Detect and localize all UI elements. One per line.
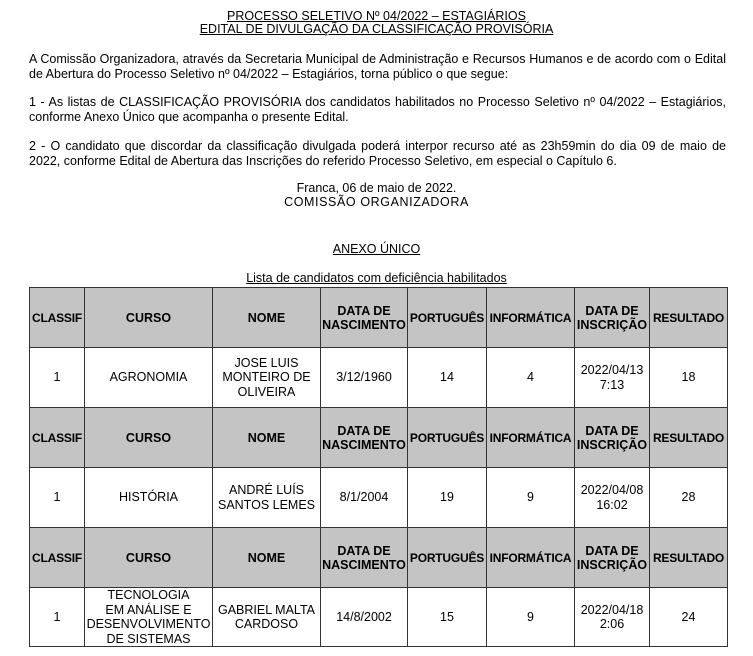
- signature: COMISSÃO ORGANIZADORA: [284, 195, 469, 209]
- header-data-nascimento-text: DATA DE: [337, 423, 391, 438]
- cell-data-inscricao-text: 16:02: [596, 497, 628, 512]
- cell-informatica: [487, 588, 575, 647]
- cell-curso-text: TECNOLOGIA: [107, 588, 190, 602]
- table-body: [30, 288, 728, 647]
- header-classif: [30, 528, 85, 588]
- header-classif-text: CLASSIF: [32, 310, 82, 325]
- candidates-table: [29, 287, 728, 647]
- table-header-row: [30, 528, 728, 588]
- header-portugues-text: PORTUGUÊS: [409, 430, 485, 445]
- header-nome-text: NOME: [247, 310, 286, 325]
- cell-informatica: [487, 348, 575, 408]
- cell-data-nascimento: [321, 588, 408, 647]
- cell-nome: [213, 468, 321, 528]
- cell-nome-text: GABRIEL MALTA: [217, 602, 315, 617]
- table-row: [30, 468, 728, 528]
- cell-resultado-text: 28: [681, 490, 696, 505]
- cell-data-nascimento-text: 3/12/1960: [336, 370, 392, 385]
- cell-curso-text: EM ANÁLISE E: [105, 602, 192, 617]
- header-nome: [213, 408, 321, 468]
- header-curso-text: CURSO: [125, 310, 172, 325]
- header-data-inscricao: [575, 288, 650, 348]
- cell-portugues-text: 15: [440, 609, 454, 624]
- cell-curso: [85, 468, 213, 528]
- header-curso-text: CURSO: [125, 550, 172, 565]
- header-informatica: [487, 288, 575, 348]
- header-data-nascimento-text: NASCIMENTO: [322, 317, 406, 332]
- header-curso: [85, 528, 213, 588]
- header-data-nascimento-text: NASCIMENTO: [322, 437, 406, 452]
- cell-nome: [213, 348, 321, 408]
- cell-classif: [30, 588, 85, 647]
- item-1-paragraph: 1 - As listas de CLASSIFICAÇÃO PROVISÓRIA dos candidatos habilitados no Processo Seletivo nº 04/2022 – Estagiários, conforme Anexo Único que acompanha o presente Edital.: [29, 95, 726, 124]
- cell-classif-text: 1: [53, 490, 61, 505]
- header-data-nascimento-text: DATA DE: [337, 303, 391, 318]
- header-data-inscricao-text: DATA DE: [585, 303, 639, 318]
- cell-curso: [85, 588, 213, 647]
- header-data-inscricao: [575, 408, 650, 468]
- cell-nome-text: ANDRÉ LUÍS: [228, 483, 305, 497]
- cell-data-inscricao-text: 2022/04/13: [580, 363, 644, 377]
- cell-informatica: [487, 468, 575, 528]
- header-resultado-text: RESULTADO: [652, 310, 725, 325]
- header-portugues: [408, 408, 487, 468]
- cell-informatica-text: 4: [527, 370, 534, 385]
- header-data-nascimento: [321, 408, 408, 468]
- header-portugues-text: PORTUGUÊS: [409, 310, 485, 325]
- cell-resultado-text: 24: [681, 609, 696, 624]
- header-data-inscricao-text: INSCRIÇÃO: [576, 317, 648, 332]
- cell-data-inscricao-text: 2:06: [599, 617, 625, 631]
- header-resultado-text: RESULTADO: [652, 430, 725, 445]
- header-data-inscricao-text: INSCRIÇÃO: [576, 437, 648, 452]
- cell-nome-text: JOSE LUIS: [234, 355, 299, 370]
- cell-portugues-text: 19: [440, 490, 454, 505]
- cell-resultado: [650, 468, 728, 528]
- cell-informatica-text: 9: [527, 490, 534, 505]
- intro-paragraph: A Comissão Organizadora, através da Secretaria Municipal de Administração e Recursos Humanos e de acordo com o Edital de Abertura do Processo Seletivo nº 04/2022 – Estagiários, torna público o que segue:: [29, 52, 726, 81]
- annex-title: ANEXO ÚNICO: [332, 242, 421, 256]
- cell-portugues: [408, 468, 487, 528]
- cell-nome-text: MONTEIRO DE: [222, 370, 311, 385]
- cell-data-nascimento: [321, 468, 408, 528]
- header-classif: [30, 408, 85, 468]
- header-curso: [85, 408, 213, 468]
- header-nome-text: NOME: [247, 550, 286, 565]
- header-data-inscricao-text: INSCRIÇÃO: [576, 557, 648, 572]
- cell-curso-text: DE SISTEMAS: [106, 631, 191, 646]
- header-resultado: [650, 528, 728, 588]
- header-portugues: [408, 528, 487, 588]
- cell-data-inscricao-text: 7:13: [599, 377, 625, 392]
- cell-curso-text: HISTÓRIA: [118, 490, 179, 505]
- header-nome: [213, 288, 321, 348]
- cell-data-inscricao: [575, 348, 650, 408]
- cell-data-nascimento: [321, 348, 408, 408]
- header-data-nascimento: [321, 528, 408, 588]
- cell-resultado: [650, 588, 728, 647]
- header-data-inscricao-text: DATA DE: [585, 423, 639, 438]
- cell-nome-text: CARDOSO: [234, 617, 299, 631]
- table-header-row: [30, 408, 728, 468]
- header-resultado-text: RESULTADO: [652, 550, 725, 565]
- table-header-row: [30, 288, 728, 348]
- cell-curso-text: AGRONOMIA: [109, 370, 188, 385]
- header-nome-text: NOME: [247, 430, 286, 445]
- header-data-nascimento-text: NASCIMENTO: [322, 557, 406, 572]
- header-portugues: [408, 288, 487, 348]
- header-data-inscricao-text: DATA DE: [585, 543, 639, 558]
- header-informatica-text: INFORMÁTICA: [489, 550, 572, 565]
- cell-resultado-text: 18: [681, 370, 696, 385]
- table-row: [30, 348, 728, 408]
- cell-nome: [213, 588, 321, 647]
- header-data-nascimento: [321, 288, 408, 348]
- header-classif-text: CLASSIF: [32, 550, 82, 565]
- cell-data-inscricao: [575, 588, 650, 647]
- cell-nome-text: OLIVEIRA: [237, 384, 296, 399]
- header-nome: [213, 528, 321, 588]
- cell-curso: [85, 348, 213, 408]
- place-date: Franca, 06 de maio de 2022.: [296, 181, 457, 195]
- cell-classif-text: 1: [53, 370, 61, 385]
- cell-data-inscricao-text: 2022/04/08: [580, 483, 644, 497]
- cell-data-nascimento-text: 8/1/2004: [339, 490, 389, 505]
- header-classif: [30, 288, 85, 348]
- cell-portugues: [408, 588, 487, 647]
- cell-classif: [30, 348, 85, 408]
- header-classif-text: CLASSIF: [32, 430, 82, 445]
- cell-data-inscricao: [575, 468, 650, 528]
- header-informatica: [487, 408, 575, 468]
- header-curso-text: CURSO: [125, 430, 172, 445]
- cell-resultado: [650, 348, 728, 408]
- cell-portugues: [408, 348, 487, 408]
- item-2-paragraph: 2 - O candidato que discordar da classificação divulgada poderá interpor recurso até as 23h59min do dia 09 de maio de 2022, conforme Edital de Abertura das Inscrições do referido Processo Seletivo, em especial o Capítulo 6.: [29, 139, 726, 168]
- header-data-nascimento-text: DATA DE: [337, 543, 391, 558]
- list-title: Lista de candidatos com deficiência habilitados: [246, 271, 507, 285]
- header-informatica-text: INFORMÁTICA: [489, 310, 572, 325]
- header-informatica: [487, 528, 575, 588]
- header-resultado: [650, 408, 728, 468]
- cell-nome-text: SANTOS LEMES: [217, 497, 316, 512]
- document-subtitle: EDITAL DE DIVULGAÇÃO DA CLASSIFICAÇÃO PROVISÓRIA: [199, 22, 554, 36]
- cell-curso-text: DESENVOLVIMENTO: [86, 617, 211, 631]
- cell-data-inscricao-text: 2022/04/18: [580, 602, 644, 617]
- header-curso: [85, 288, 213, 348]
- document-title: PROCESSO SELETIVO Nº 04/2022 – ESTAGIÁRIOS: [227, 9, 526, 23]
- cell-classif-text: 1: [53, 609, 61, 624]
- table-row: [30, 588, 728, 647]
- header-portugues-text: PORTUGUÊS: [409, 550, 485, 565]
- header-data-inscricao: [575, 528, 650, 588]
- cell-portugues-text: 14: [440, 370, 454, 385]
- cell-informatica-text: 9: [527, 609, 534, 624]
- cell-data-nascimento-text: 14/8/2002: [336, 609, 392, 624]
- header-resultado: [650, 288, 728, 348]
- cell-classif: [30, 468, 85, 528]
- header-informatica-text: INFORMÁTICA: [489, 430, 572, 445]
